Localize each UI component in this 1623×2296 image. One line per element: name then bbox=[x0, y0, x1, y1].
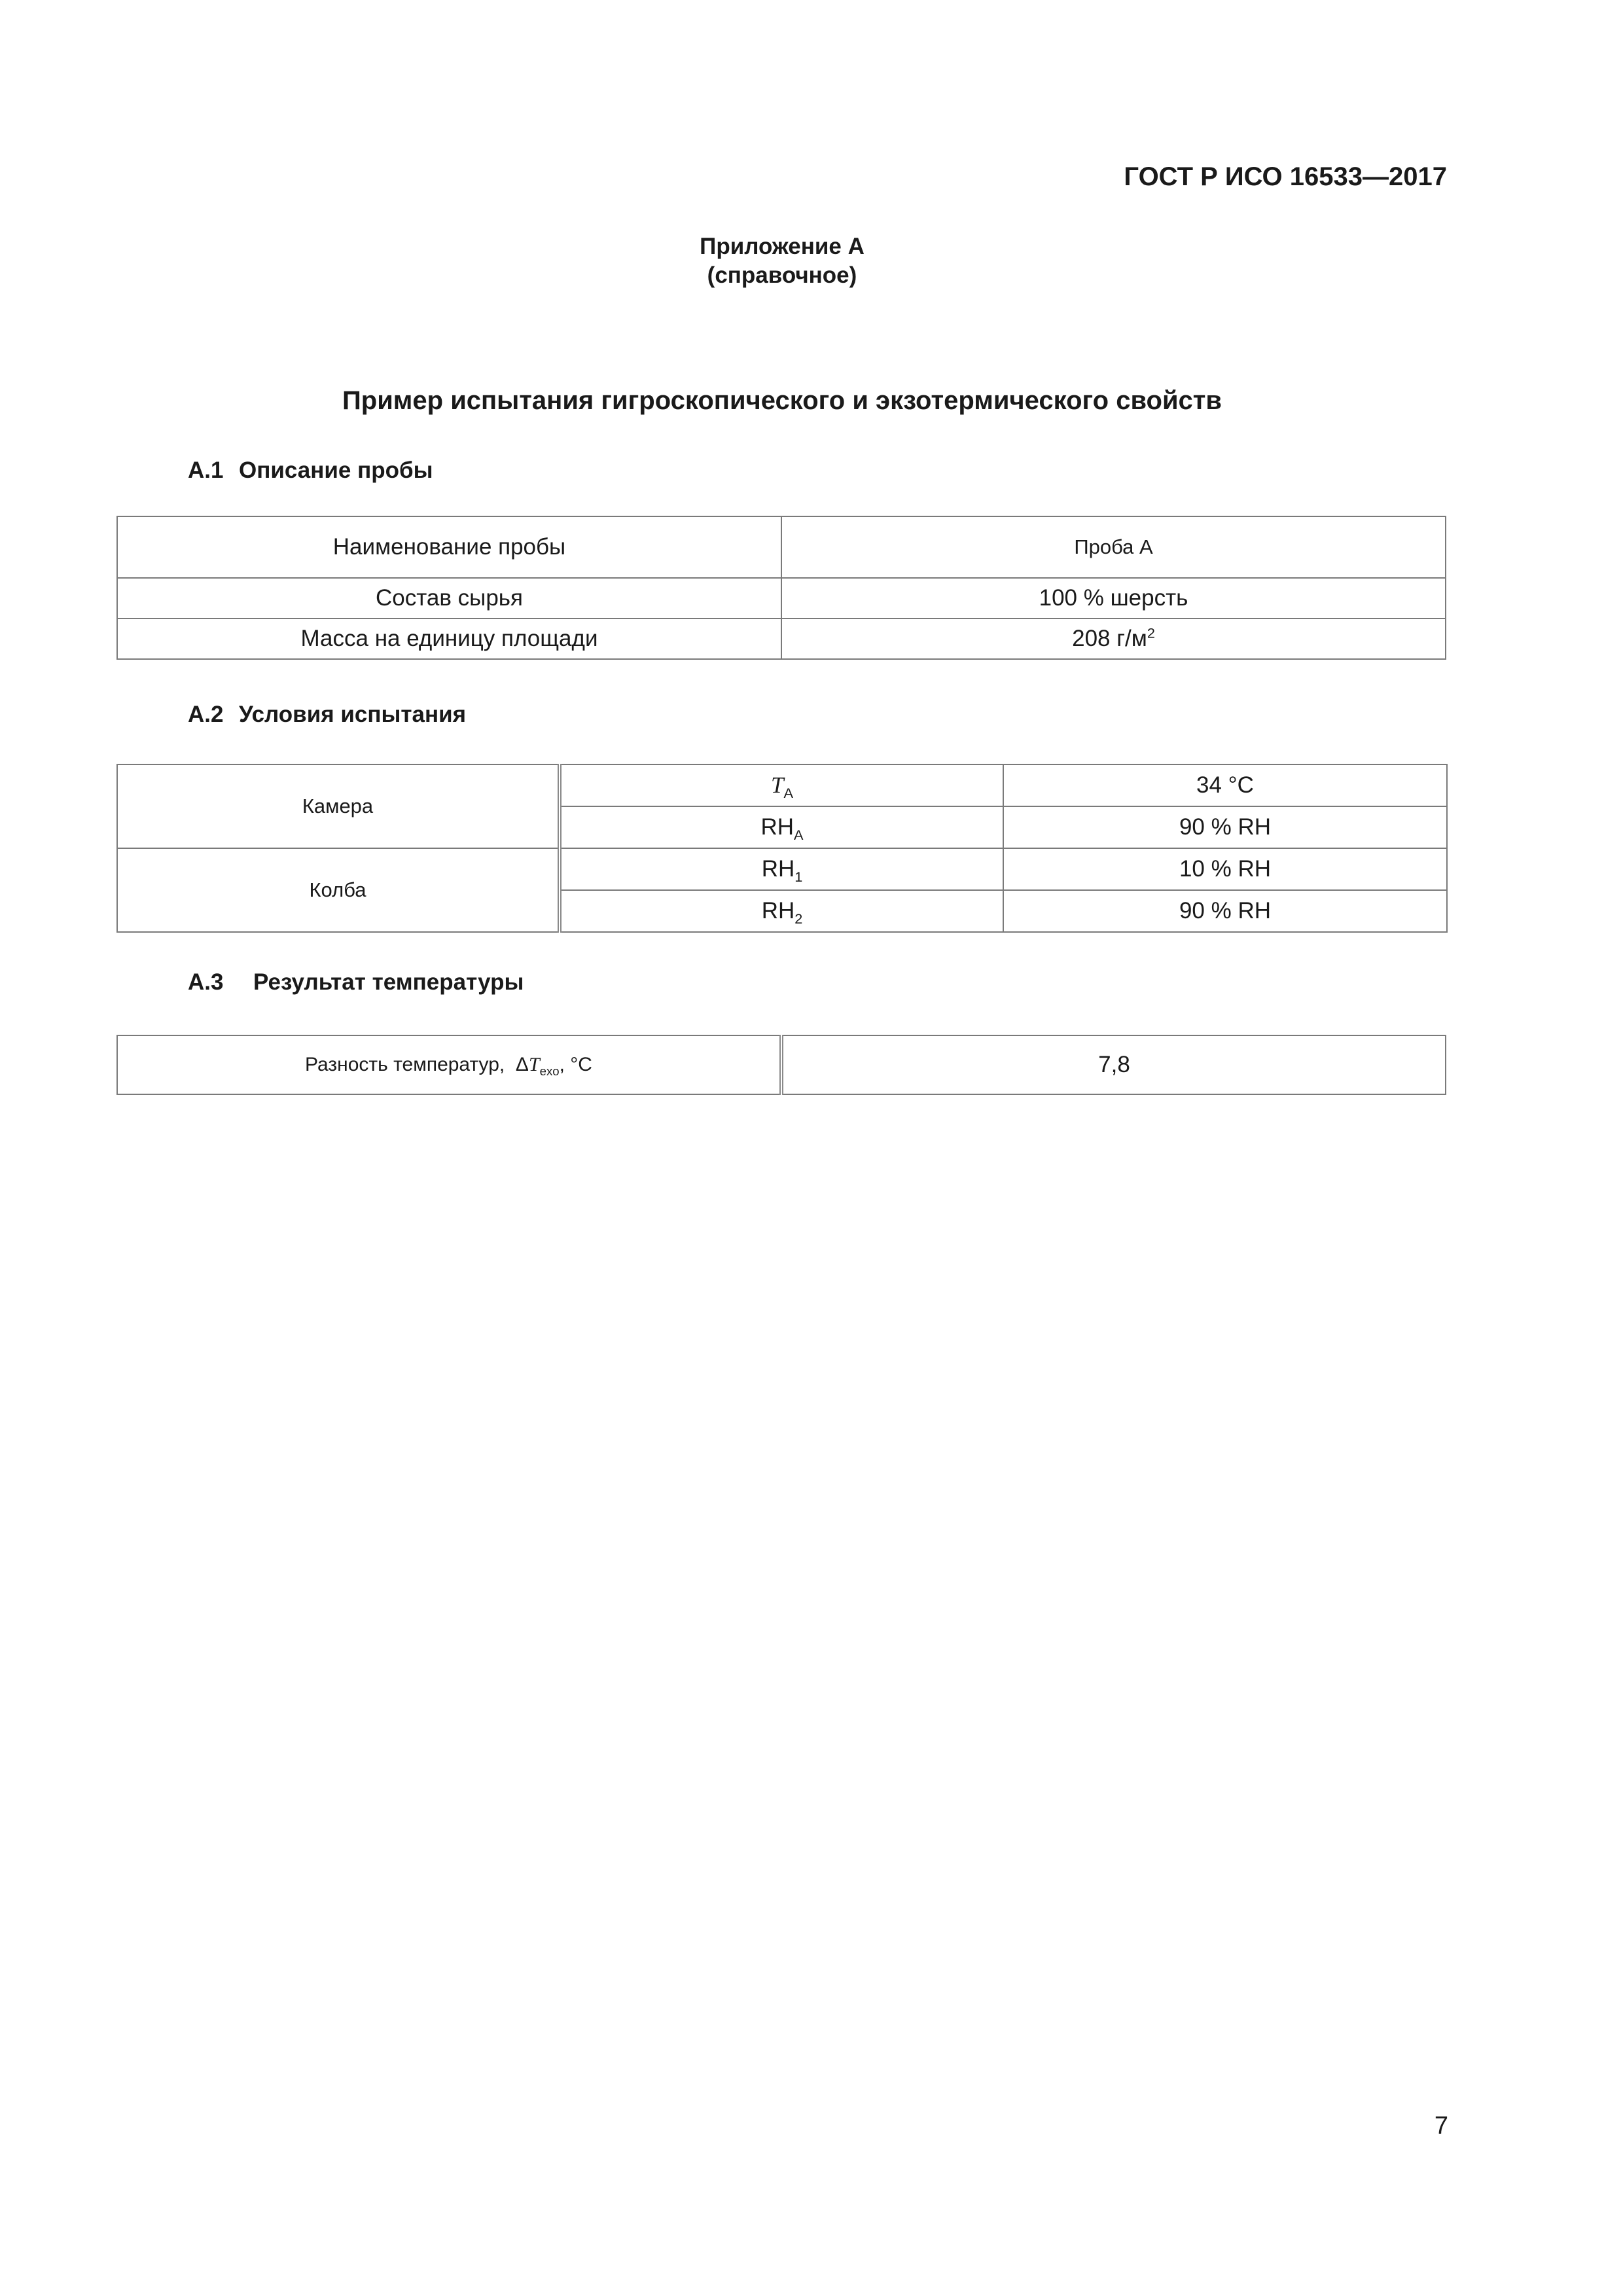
section-title: Условия испытания bbox=[239, 702, 467, 727]
table-cell: 34 °C bbox=[1003, 764, 1447, 806]
main-title: Пример испытания гигроскопического и экзотермического свойств bbox=[342, 386, 1222, 415]
section-number: А.1 bbox=[188, 457, 224, 483]
table-cell bbox=[560, 764, 1003, 806]
table-cell bbox=[117, 1035, 781, 1094]
delta-symbol: Δ bbox=[515, 1054, 529, 1075]
appendix-subtitle: (справочное) bbox=[707, 262, 857, 288]
section-title: Описание пробы bbox=[239, 457, 433, 483]
parameter-symbol: T bbox=[771, 772, 784, 798]
section-title: Результат температуры bbox=[253, 969, 524, 995]
appendix-title: Приложение А bbox=[700, 234, 865, 259]
mass-value: 208 г/м bbox=[1072, 626, 1147, 651]
table-cell: Проба А bbox=[781, 516, 1446, 578]
table-cell: Колба bbox=[117, 848, 560, 932]
table-cell: 7,8 bbox=[781, 1035, 1446, 1094]
temperature-symbol: T bbox=[528, 1054, 540, 1075]
document-id: ГОСТ Р ИСО 16533—2017 bbox=[1124, 162, 1447, 191]
section-number: А.3 bbox=[188, 969, 224, 995]
section-heading-a3 bbox=[188, 968, 524, 997]
section-heading-a2 bbox=[188, 700, 466, 729]
table-cell: Состав сырья bbox=[117, 578, 781, 619]
temperature-result-table bbox=[116, 1035, 1446, 1095]
table-row bbox=[117, 764, 1447, 806]
parameter-subscript: 1 bbox=[794, 869, 803, 885]
table-cell: Камера bbox=[117, 764, 560, 848]
table-cell: 90 % RH bbox=[1003, 890, 1447, 932]
parameter-symbol: RH bbox=[761, 856, 795, 882]
table-row bbox=[117, 516, 1446, 578]
appendix-heading bbox=[0, 232, 1564, 290]
table-cell bbox=[781, 619, 1446, 659]
parameter-symbol: RH bbox=[760, 814, 794, 840]
table-cell bbox=[560, 848, 1003, 890]
table-cell: 90 % RH bbox=[1003, 806, 1447, 848]
parameter-subscript: A bbox=[783, 785, 793, 801]
sample-description-table bbox=[116, 516, 1446, 660]
table-cell: 10 % RH bbox=[1003, 848, 1447, 890]
page-number: 7 bbox=[1434, 2112, 1448, 2140]
table-cell: Масса на единицу площади bbox=[117, 619, 781, 659]
table-cell bbox=[560, 806, 1003, 848]
table-row bbox=[117, 578, 1446, 619]
parameter-subscript: A bbox=[794, 827, 804, 843]
temperature-unit: , °C bbox=[559, 1054, 592, 1075]
section-heading-a1 bbox=[188, 456, 433, 485]
parameter-symbol: RH bbox=[761, 898, 795, 924]
unit-superscript: 2 bbox=[1147, 624, 1155, 641]
section-number: А.2 bbox=[188, 702, 224, 727]
table-row bbox=[117, 1035, 1446, 1094]
table-cell bbox=[560, 890, 1003, 932]
parameter-subscript: 2 bbox=[794, 910, 803, 927]
table-cell: Наименование пробы bbox=[117, 516, 781, 578]
result-label: Разность температур, bbox=[305, 1054, 505, 1075]
table-row bbox=[117, 848, 1447, 890]
table-cell: 100 % шерсть bbox=[781, 578, 1446, 619]
table-row bbox=[117, 619, 1446, 659]
test-conditions-table bbox=[116, 764, 1448, 933]
temperature-subscript: exo bbox=[539, 1064, 560, 1078]
